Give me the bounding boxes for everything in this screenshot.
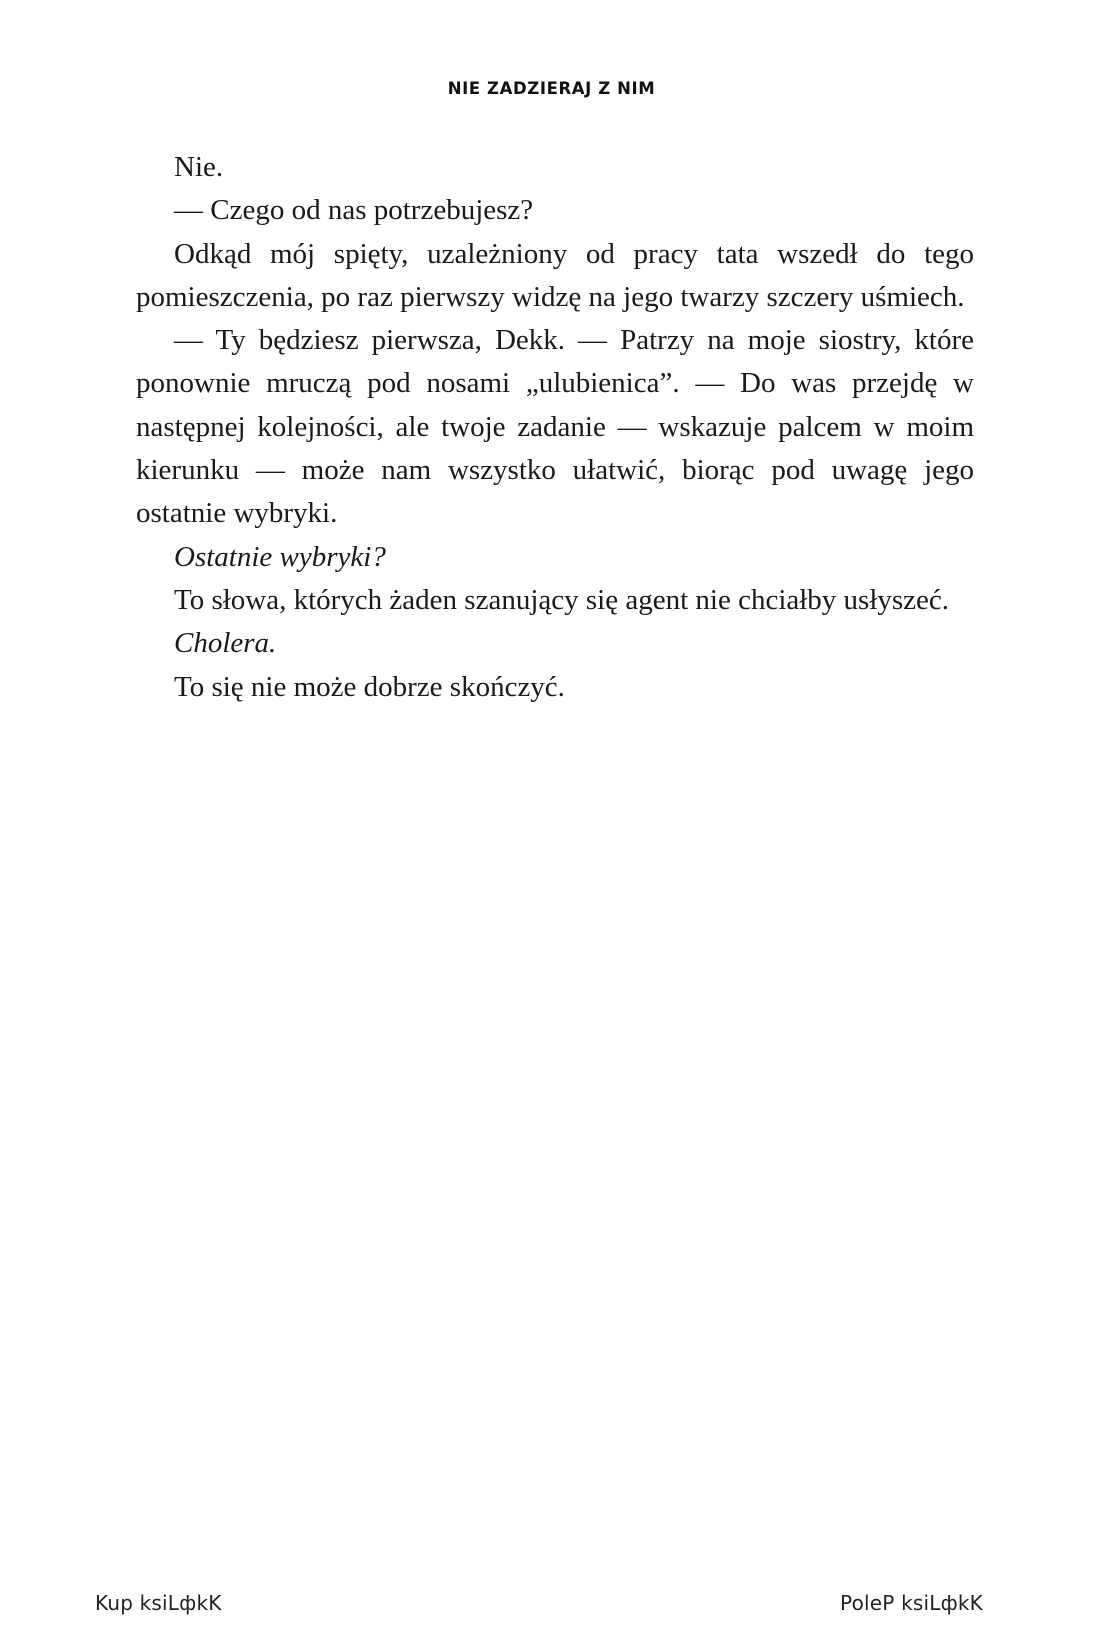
buy-book-link[interactable]: Kup ksiLфkK (95, 1591, 222, 1615)
paragraph: To słowa, których żaden szanujący się agent nie chciałby usłyszeć. (174, 583, 950, 616)
paragraph: To się nie może dobrze skończyć. (174, 670, 565, 703)
page-text (136, 146, 974, 709)
recommend-book-link[interactable]: PoleP ksiLфkK (840, 1591, 983, 1615)
paragraph: Odkąd mój spięty, uzależniony od pracy tata wszedł do tego pomieszczenia, po raz pierwszy widzę na jego twarzy szczery uśmiech. (136, 237, 974, 313)
paragraph-italic: Ostatnie wybryki? (174, 540, 386, 573)
paragraph-italic: Cholera. (174, 627, 277, 660)
paragraph: Nie. (174, 151, 224, 183)
running-title: NIE ZADZIERAJ Z NIM (447, 79, 656, 98)
paragraph: — Czego od nas potrzebujesz? (174, 194, 534, 227)
paragraph: — Ty będziesz pierwsza, Dekk. — Patrzy na moje siostry, które ponownie mruczą pod nosami „ulubienica”. — Do was przejdę w następnej kolejności, ale twoje zadanie — wskazuje palcem w moim kierunku — może nam wszystko ułatwić, biorąc pod uwagę jego ostatnie wybryki. (136, 324, 974, 530)
